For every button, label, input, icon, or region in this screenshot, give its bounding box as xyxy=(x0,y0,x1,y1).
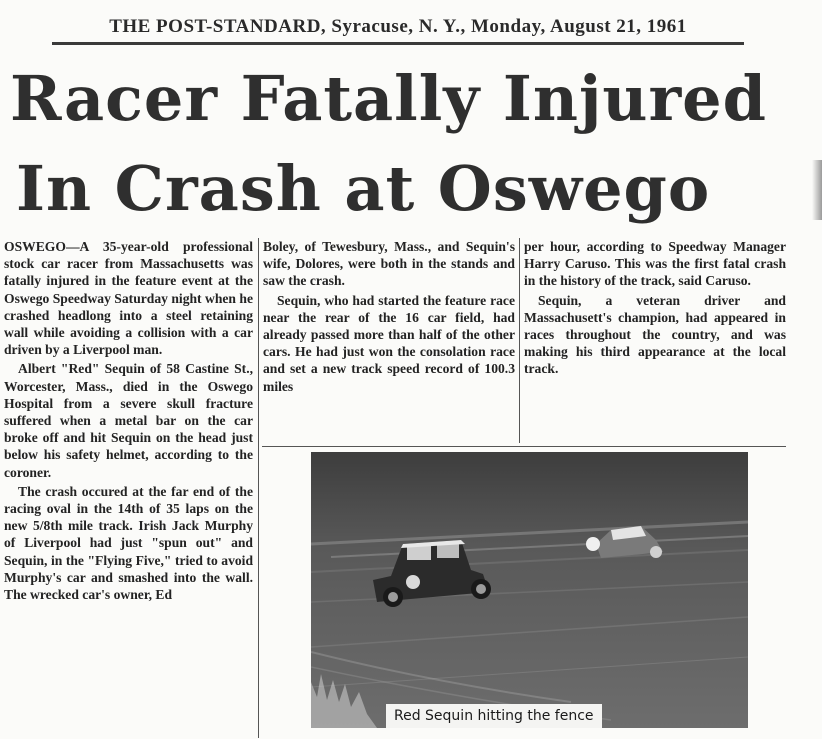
headline-line-2: In Crash at Oswego xyxy=(16,152,711,225)
headline xyxy=(10,54,810,234)
headline-line-1: Racer Fatally Injured xyxy=(10,62,767,135)
photo-top-rule xyxy=(262,446,786,447)
paragraph: per hour, according to Speedway Manager Harry Caruso. This was the first fatal crash in the history of the track, said Caruso. xyxy=(524,239,786,289)
paragraph: Sequin, who had started the feature race near the rear of the 16 car field, had already passed more than half of the other cars. He had just won the consolation race and set a new track speed record of 100.3 miles xyxy=(263,292,515,394)
paragraph: Sequin, a veteran driver and Massachusett's champion, had appeared in races throughout the country, and was making his third appearance at the local track. xyxy=(524,292,786,377)
photo-illustration xyxy=(311,452,748,728)
article-column-3 xyxy=(524,238,786,443)
paragraph: Albert "Red" Sequin of 58 Castine St., Worcester, Mass., died in the Oswego Hospital from a severe skull fracture suffered when a metal bar on the car broke off and hit Sequin on the head just below his safety helmet, according to the coroner. xyxy=(4,361,253,480)
newspaper-masthead xyxy=(52,12,744,45)
masthead-text: THE POST-STANDARD, Syracuse, N. Y., Monday, August 21, 1961 xyxy=(109,16,687,37)
scan-edge-shadow xyxy=(812,160,822,220)
photo-caption: Red Sequin hitting the fence xyxy=(386,704,602,728)
article-column-1 xyxy=(4,238,253,738)
article-column-2 xyxy=(263,238,515,443)
paragraph: Boley, of Tewesbury, Mass., and Sequin's wife, Dolores, were both in the stands and saw the crash. xyxy=(263,239,515,289)
paragraph: OSWEGO—A 35-year-old professional stock car racer from Massachusetts was fatally injured in the feature event at the Oswego Speedway Saturday night when he crashed headlong into a steel retaining wall while avoiding a collision with a car driven by a Liverpool man. xyxy=(4,239,253,358)
column-divider xyxy=(519,238,520,443)
race-crash-photo xyxy=(311,452,748,728)
column-divider xyxy=(258,238,259,738)
paragraph: The crash occured at the far end of the racing oval in the 14th of 35 laps on the new 5/8th mile track. Irish Jack Murphy of Liverpool had just "spun out" and Sequin, in the "Flying Five," tried to avoid Murphy's car and smashed into the wall. The wrecked car's owner, Ed xyxy=(4,483,253,603)
